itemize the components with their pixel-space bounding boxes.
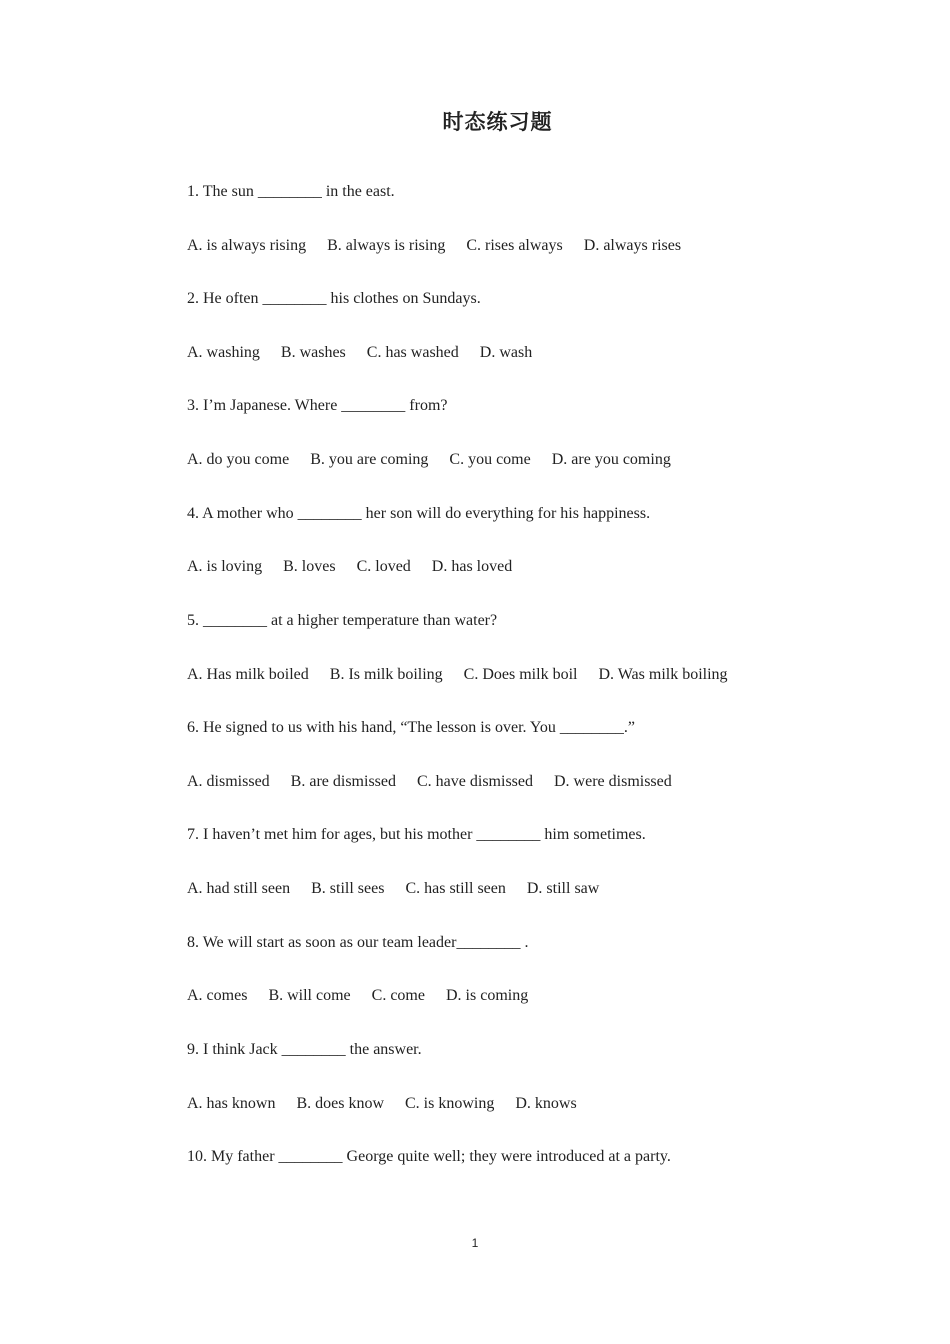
option-c: C. has still seen [405,880,506,897]
option-c: C. has washed [366,344,459,361]
option-b: B. you are coming [310,451,429,468]
option-d: D. Was milk boiling [598,666,728,683]
question-options-5 [187,665,728,685]
option-d: D. knows [515,1095,577,1112]
option-d: D. has loved [431,558,513,575]
option-c: C. loved [356,558,411,575]
option-a: A. washing [187,344,260,361]
question-options-6 [187,772,672,792]
option-b: B. does know [296,1095,384,1112]
option-c: C. is knowing [405,1095,495,1112]
option-a: A. do you come [187,451,290,468]
option-a: A. dismissed [187,773,270,790]
option-d: D. still saw [526,880,600,897]
option-d: D. always rises [583,237,682,254]
question-stem-7: 7. I haven’t met him for ages, but his mother ________ him sometimes. [187,826,646,843]
option-b: B. Is milk boiling [329,666,443,683]
question-stem-6: 6. He signed to us with his hand, “The lesson is over. You ________.” [187,719,635,736]
option-b: B. are dismissed [290,773,396,790]
question-stem-5: 5. ________ at a higher temperature than water? [187,612,498,629]
question-stem-9: 9. I think Jack ________ the answer. [187,1041,422,1058]
option-d: D. is coming [445,987,529,1004]
question-options-3 [187,450,671,470]
question-options-7 [187,879,599,899]
option-c: C. have dismissed [417,773,533,790]
option-b: B. washes [280,344,346,361]
option-a: A. comes [187,987,248,1004]
question-stem-4: 4. A mother who ________ her son will do everything for his happiness. [187,505,651,522]
option-d: D. are you coming [551,451,671,468]
option-c: C. come [371,987,425,1004]
option-b: B. loves [283,558,336,575]
question-options-1 [187,236,681,256]
question-options-8 [187,986,528,1006]
question-stem-8: 8. We will start as soon as our team leader________ . [187,934,529,951]
question-options-2 [187,343,532,363]
option-a: A. has known [187,1095,276,1112]
option-b: B. still sees [311,880,385,897]
option-b: B. will come [268,987,351,1004]
option-c: C. you come [449,451,531,468]
option-c: C. rises always [466,237,563,254]
option-a: A. is loving [187,558,263,575]
question-options-4 [187,557,512,577]
page-title: 时态练习题 [442,110,553,134]
option-a: A. is always rising [187,237,307,254]
option-d: D. were dismissed [554,773,672,790]
option-a: A. had still seen [187,880,291,897]
page-number: 1 [471,1236,479,1250]
option-b: B. always is rising [327,237,446,254]
question-stem-3: 3. I’m Japanese. Where ________ from? [187,397,448,414]
option-d: D. wash [479,344,533,361]
question-stem-1: 1. The sun ________ in the east. [187,183,395,200]
question-options-9 [187,1094,577,1114]
question-stem-10: 10. My father ________ George quite well; they were introduced at a party. [187,1148,671,1165]
option-c: C. Does milk boil [463,666,578,683]
question-stem-2: 2. He often ________ his clothes on Sundays. [187,290,481,307]
option-a: A. Has milk boiled [187,666,309,683]
